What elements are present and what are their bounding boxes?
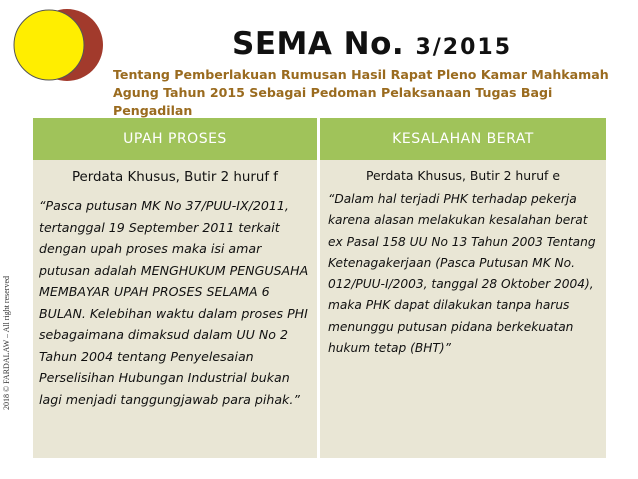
title-number: 3/2015 bbox=[415, 35, 513, 60]
column-subheader: Perdata Khusus, Butir 2 huruf f bbox=[71, 170, 279, 185]
logo-circles bbox=[12, 6, 112, 90]
page-subtitle bbox=[113, 66, 623, 120]
subtitle-line-1: Tentang Pemberlakuan Rumusan Hasil Rapat Pleno Kamar Mahkamah bbox=[113, 67, 609, 82]
column-header: UPAH PROSES bbox=[33, 118, 317, 160]
logo-yellow-circle bbox=[14, 10, 84, 80]
column-upah-proses bbox=[33, 118, 317, 458]
copyright-notice: 2018 © FARDALAW – All right reserved bbox=[2, 275, 11, 410]
column-header: KESALAHAN BERAT bbox=[320, 118, 606, 160]
column-subheader: Perdata Khusus, Butir 2 huruf e bbox=[366, 168, 560, 183]
column-body-text: “Pasca putusan MK No 37/PUU-IX/2011, tertanggal 19 September 2011 terkait dengan upah proses maka isi amar putusan adalah MENGHUKUM PENGUSAHA MEMBAYAR UPAH PROSES SELAMA 6 BULAN. Kelebihan waktu dalam proses PHI sebagaimana dimaksud dalam UU No 2 Tahun 2004 tentang Penyelesaian Perselisihan Hubungan Industrial bukan lagi menjadi tanggungjawab para pihak.” bbox=[39, 198, 309, 407]
page-title bbox=[232, 26, 562, 62]
column-body-text: “Dalam hal terjadi PHK terhadap pekerja karena alasan melakukan kesalahan berat ex Pasal 158 UU No 13 Tahun 2003 Tentang Ketenagakerjaan (Pasca Putusan MK No. 012/PUU-I/2003, tanggal 28 Oktober 2004), maka PHK dapat dilakukan tanpa harus menunggu putusan pidana berkekuatan hukum tetap (BHT)” bbox=[328, 192, 596, 356]
subtitle-line-2: Agung Tahun 2015 Sebagai Pedoman Pelaksanaan Tugas Bagi Pengadilan bbox=[113, 85, 553, 118]
title-main: SEMA No. bbox=[232, 26, 405, 62]
column-kesalahan-berat bbox=[320, 118, 606, 458]
